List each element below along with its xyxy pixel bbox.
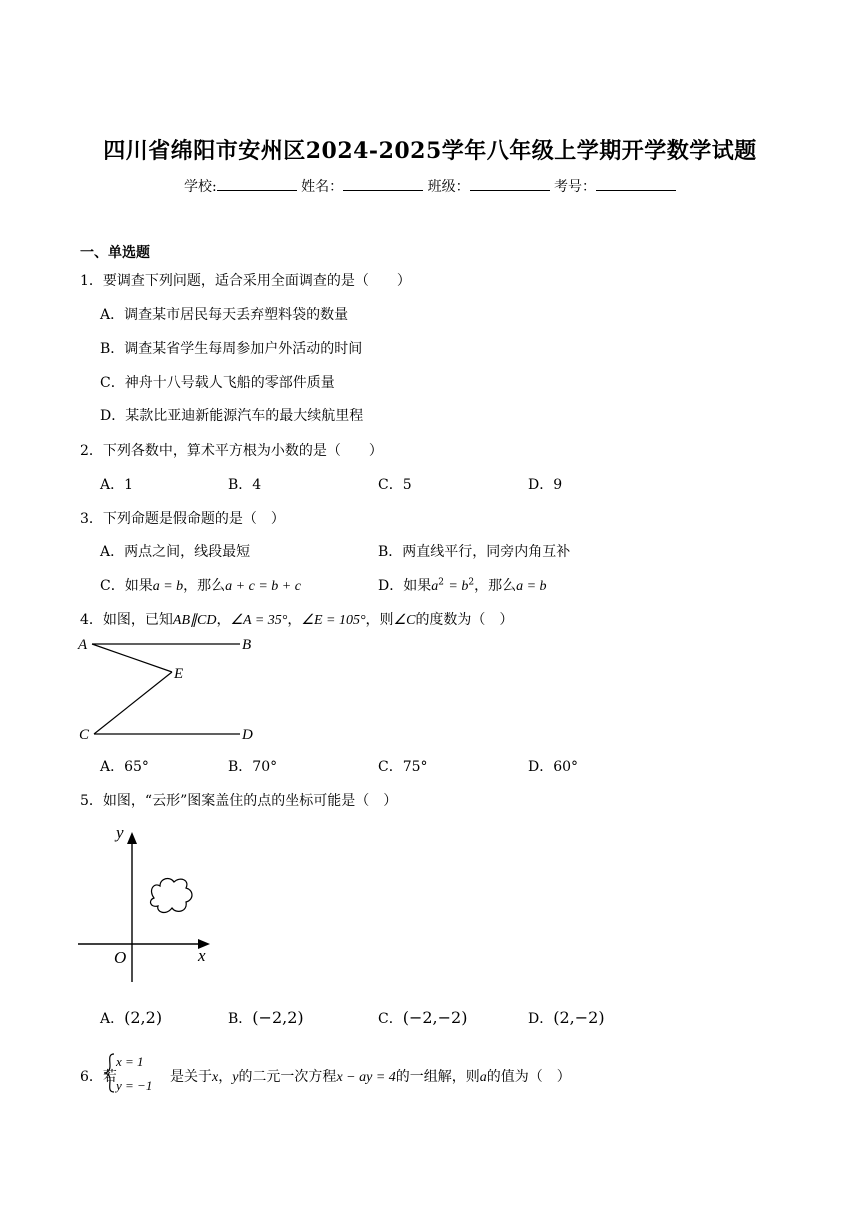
q6-mid2: 的二元一次方程: [238, 1069, 337, 1085]
q4-angle-a: ∠A = 35°: [230, 613, 288, 628]
question-4-stem: [80, 609, 513, 629]
segment-ae: [92, 644, 172, 672]
school-blank[interactable]: [217, 178, 297, 191]
q6-prefix: 6．若: [80, 1069, 117, 1085]
q3-option-d: D．如果$a^2 = b^2$，那么a = b: [378, 577, 547, 594]
q1-option-c: C．神舟十八号载人飞船的零部件质量: [100, 375, 335, 391]
q1-option-d: D．某款比亚迪新能源汽车的最大续航里程: [100, 408, 364, 424]
q3-c-prefix: C．如果: [100, 578, 153, 594]
q4-angle-e: ∠E = 105°: [301, 613, 366, 628]
q3-option-c: [100, 575, 301, 595]
q3-d-conclusion: a = b: [516, 579, 547, 594]
q5-option-d: [528, 1008, 605, 1028]
segment-ec: [94, 672, 172, 734]
y-axis-label: y: [116, 823, 124, 842]
q4-sep2: ，: [287, 612, 302, 628]
system-eq1: x = 1: [116, 1054, 144, 1069]
q6-var-y: y: [232, 1070, 239, 1085]
brace-icon: [104, 1054, 114, 1092]
question-2-stem: 2．下列各数中，算术平方根为小数的是（ ）: [80, 443, 383, 459]
q3-c-condition: a = b: [152, 579, 184, 594]
q4-figure: [72, 632, 272, 744]
q3-d-prefix: D．如果: [378, 578, 432, 594]
x-axis-label: x: [198, 946, 206, 965]
q1-option-a: A．调查某市居民每天丢弃塑料袋的数量: [100, 307, 349, 323]
student-info-line: [0, 176, 860, 196]
question-1-stem: 1．要调查下列问题，适合采用全面调查的是（ ）: [80, 273, 411, 289]
q5-d-prefix: D．: [528, 1011, 554, 1027]
q6-mid1: 是关于: [170, 1069, 212, 1085]
page-title: 四川省绵阳市安州区2024-2025学年八年级上学期开学数学试题: [103, 138, 757, 164]
q2-option-b: B．4: [228, 477, 262, 493]
q5-a-prefix: A．: [100, 1011, 125, 1027]
q3-option-b: B．两直线平行，同旁内角互补: [378, 544, 571, 560]
q4-angle-c: ∠C: [393, 613, 416, 628]
school-label: 学校:: [183, 179, 217, 195]
q5-option-a: [100, 1008, 162, 1028]
q5-option-c: [378, 1008, 467, 1028]
q6-stem-rest: [170, 1066, 571, 1086]
q4-option-a: A．65°: [100, 759, 149, 775]
question-3-stem: 3．下列命题是假命题的是（ ）: [80, 511, 285, 527]
q5-d-value: (2,−2): [553, 1008, 605, 1027]
q5-option-b: [228, 1008, 304, 1028]
q5-c-value: (−2,−2): [402, 1008, 468, 1027]
q6-var-a: a: [479, 1070, 487, 1085]
q3-c-conclusion: a + c = b + c: [225, 579, 301, 594]
name-blank[interactable]: [343, 178, 423, 191]
system-eq2: y = −1: [116, 1078, 153, 1093]
label-e: E: [174, 666, 184, 682]
q5-c-prefix: C．: [378, 1011, 403, 1027]
name-label: 姓名：: [301, 179, 344, 195]
question-5-stem: 5．如图，“云形”图案盖住的点的坐标可能是（ ）: [80, 793, 398, 809]
q2-option-a: A．1: [100, 477, 134, 493]
q5-a-value: (2,2): [124, 1008, 163, 1027]
q3-d-rhs: = b: [448, 579, 469, 594]
cloud-shape: [151, 879, 192, 913]
q1-option-b: B．调查某省学生每周参加户外活动的时间: [100, 341, 363, 357]
q2-option-d: D．9: [528, 477, 563, 493]
label-b: B: [242, 637, 252, 653]
class-label: 班级：: [427, 179, 470, 195]
q3-d-var-a: a: [431, 579, 439, 594]
q5-figure: [72, 820, 222, 988]
origin-label: O: [114, 948, 127, 967]
label-a: A: [78, 637, 88, 653]
label-d: D: [242, 727, 253, 743]
q4-stem-suffix: 的度数为（ ）: [415, 612, 514, 628]
q5-b-prefix: B．: [228, 1011, 253, 1027]
q6-var-x: x: [212, 1070, 219, 1085]
q4-sep1: ，: [216, 612, 231, 628]
q4-sep3: ，则: [365, 612, 394, 628]
class-blank[interactable]: [470, 178, 550, 191]
q4-option-c: C．75°: [378, 759, 428, 775]
section-heading: 一、单选题: [80, 245, 150, 261]
label-c: C: [79, 727, 90, 743]
q4-option-d: D．60°: [528, 759, 579, 775]
q6-comma: ，: [218, 1069, 233, 1085]
exam-number-blank[interactable]: [596, 178, 676, 191]
q2-option-c: C．5: [378, 477, 412, 493]
exam-number-label: 考号：: [554, 179, 597, 195]
q6-suffix: 的值为（ ）: [486, 1069, 571, 1085]
q3-option-a: A．两点之间，线段最短: [100, 544, 251, 560]
equation-system: [104, 1050, 174, 1096]
q4-stem-prefix: 4．如图，已知: [80, 612, 173, 628]
q4-parallel: AB∥CD: [172, 613, 217, 628]
q6-equation: x − ay = 4: [336, 1070, 396, 1085]
q3-c-middle: ，那么: [183, 578, 226, 594]
q3-d-middle: ，那么: [474, 578, 517, 594]
q5-b-value: (−2,2): [252, 1008, 304, 1027]
q4-option-b: B．70°: [228, 759, 278, 775]
y-axis-arrow: [127, 832, 137, 844]
q6-mid3: 的一组解，则: [395, 1069, 480, 1085]
